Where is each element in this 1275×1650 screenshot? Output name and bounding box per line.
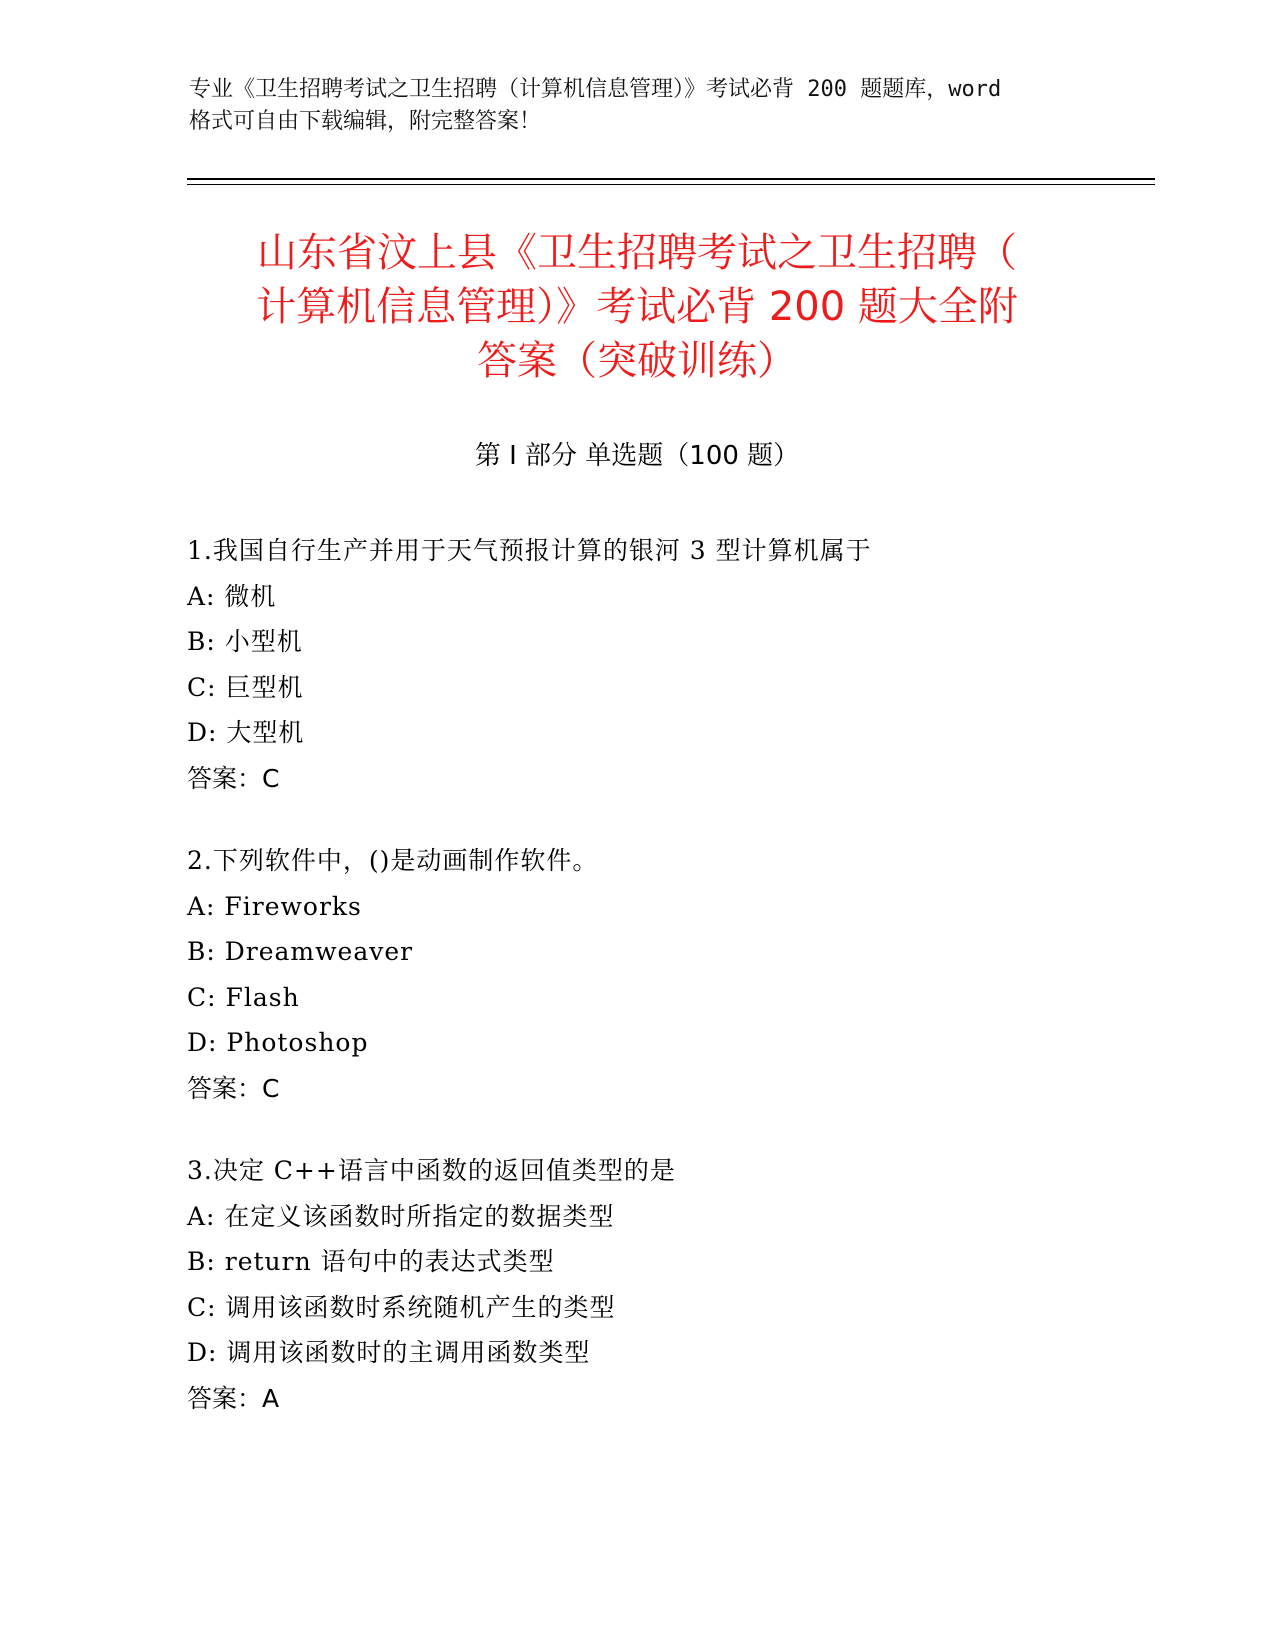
option-b: B: return 语句中的表达式类型 — [187, 1247, 555, 1276]
option-a: A: 在定义该函数时所指定的数据类型 — [187, 1201, 615, 1231]
option-c: C: 巨型机 — [187, 672, 304, 702]
question-stem: 3.决定 C++语言中函数的返回值类型的是 — [187, 1156, 676, 1185]
option-d: D: 大型机 — [187, 718, 305, 747]
option-c: C: Flash — [187, 982, 300, 1012]
question-stem: 2.下列软件中，()是动画制作软件。 — [187, 846, 599, 875]
header-note-line-2: 格式可自由下载编辑，附完整答案！ — [189, 109, 542, 134]
option-c: C: 调用该函数时系统随机产生的类型 — [187, 1292, 616, 1322]
document-title-line-2: 计算机信息管理）》考试必背 200 题大全附 — [256, 284, 1018, 330]
header-note — [189, 74, 1089, 138]
answer: 答案：C — [187, 763, 280, 793]
header-divider-thick — [187, 178, 1155, 180]
option-a: A: Fireworks — [187, 891, 362, 921]
section-title: 第 I 部分 单选题（100 题） — [474, 441, 800, 471]
header-note-line-1: 专业《卫生招聘考试之卫生招聘（计算机信息管理）》考试必背 200 题题库，word — [189, 77, 1002, 102]
question-list — [187, 528, 1147, 1458]
option-d: D: Photoshop — [187, 1028, 369, 1057]
question-1 — [187, 528, 1147, 801]
header-divider-thin — [187, 184, 1155, 185]
option-d: D: 调用该函数时的主调用函数类型 — [187, 1338, 591, 1367]
document-title-line-1: 山东省汶上县《卫生招聘考试之卫生招聘（ — [257, 230, 1017, 276]
answer: 答案：C — [187, 1073, 280, 1103]
document-title — [187, 226, 1087, 388]
option-b: B: Dreamweaver — [187, 937, 414, 966]
document-title-line-3: 答案（突破训练） — [477, 338, 797, 384]
answer: 答案：A — [187, 1383, 280, 1413]
question-stem: 1.我国自行生产并用于天气预报计算的银河 3 型计算机属于 — [187, 536, 872, 565]
question-2 — [187, 838, 1147, 1111]
option-b: B: 小型机 — [187, 627, 303, 656]
question-3 — [187, 1148, 1147, 1421]
option-a: A: 微机 — [187, 581, 277, 611]
